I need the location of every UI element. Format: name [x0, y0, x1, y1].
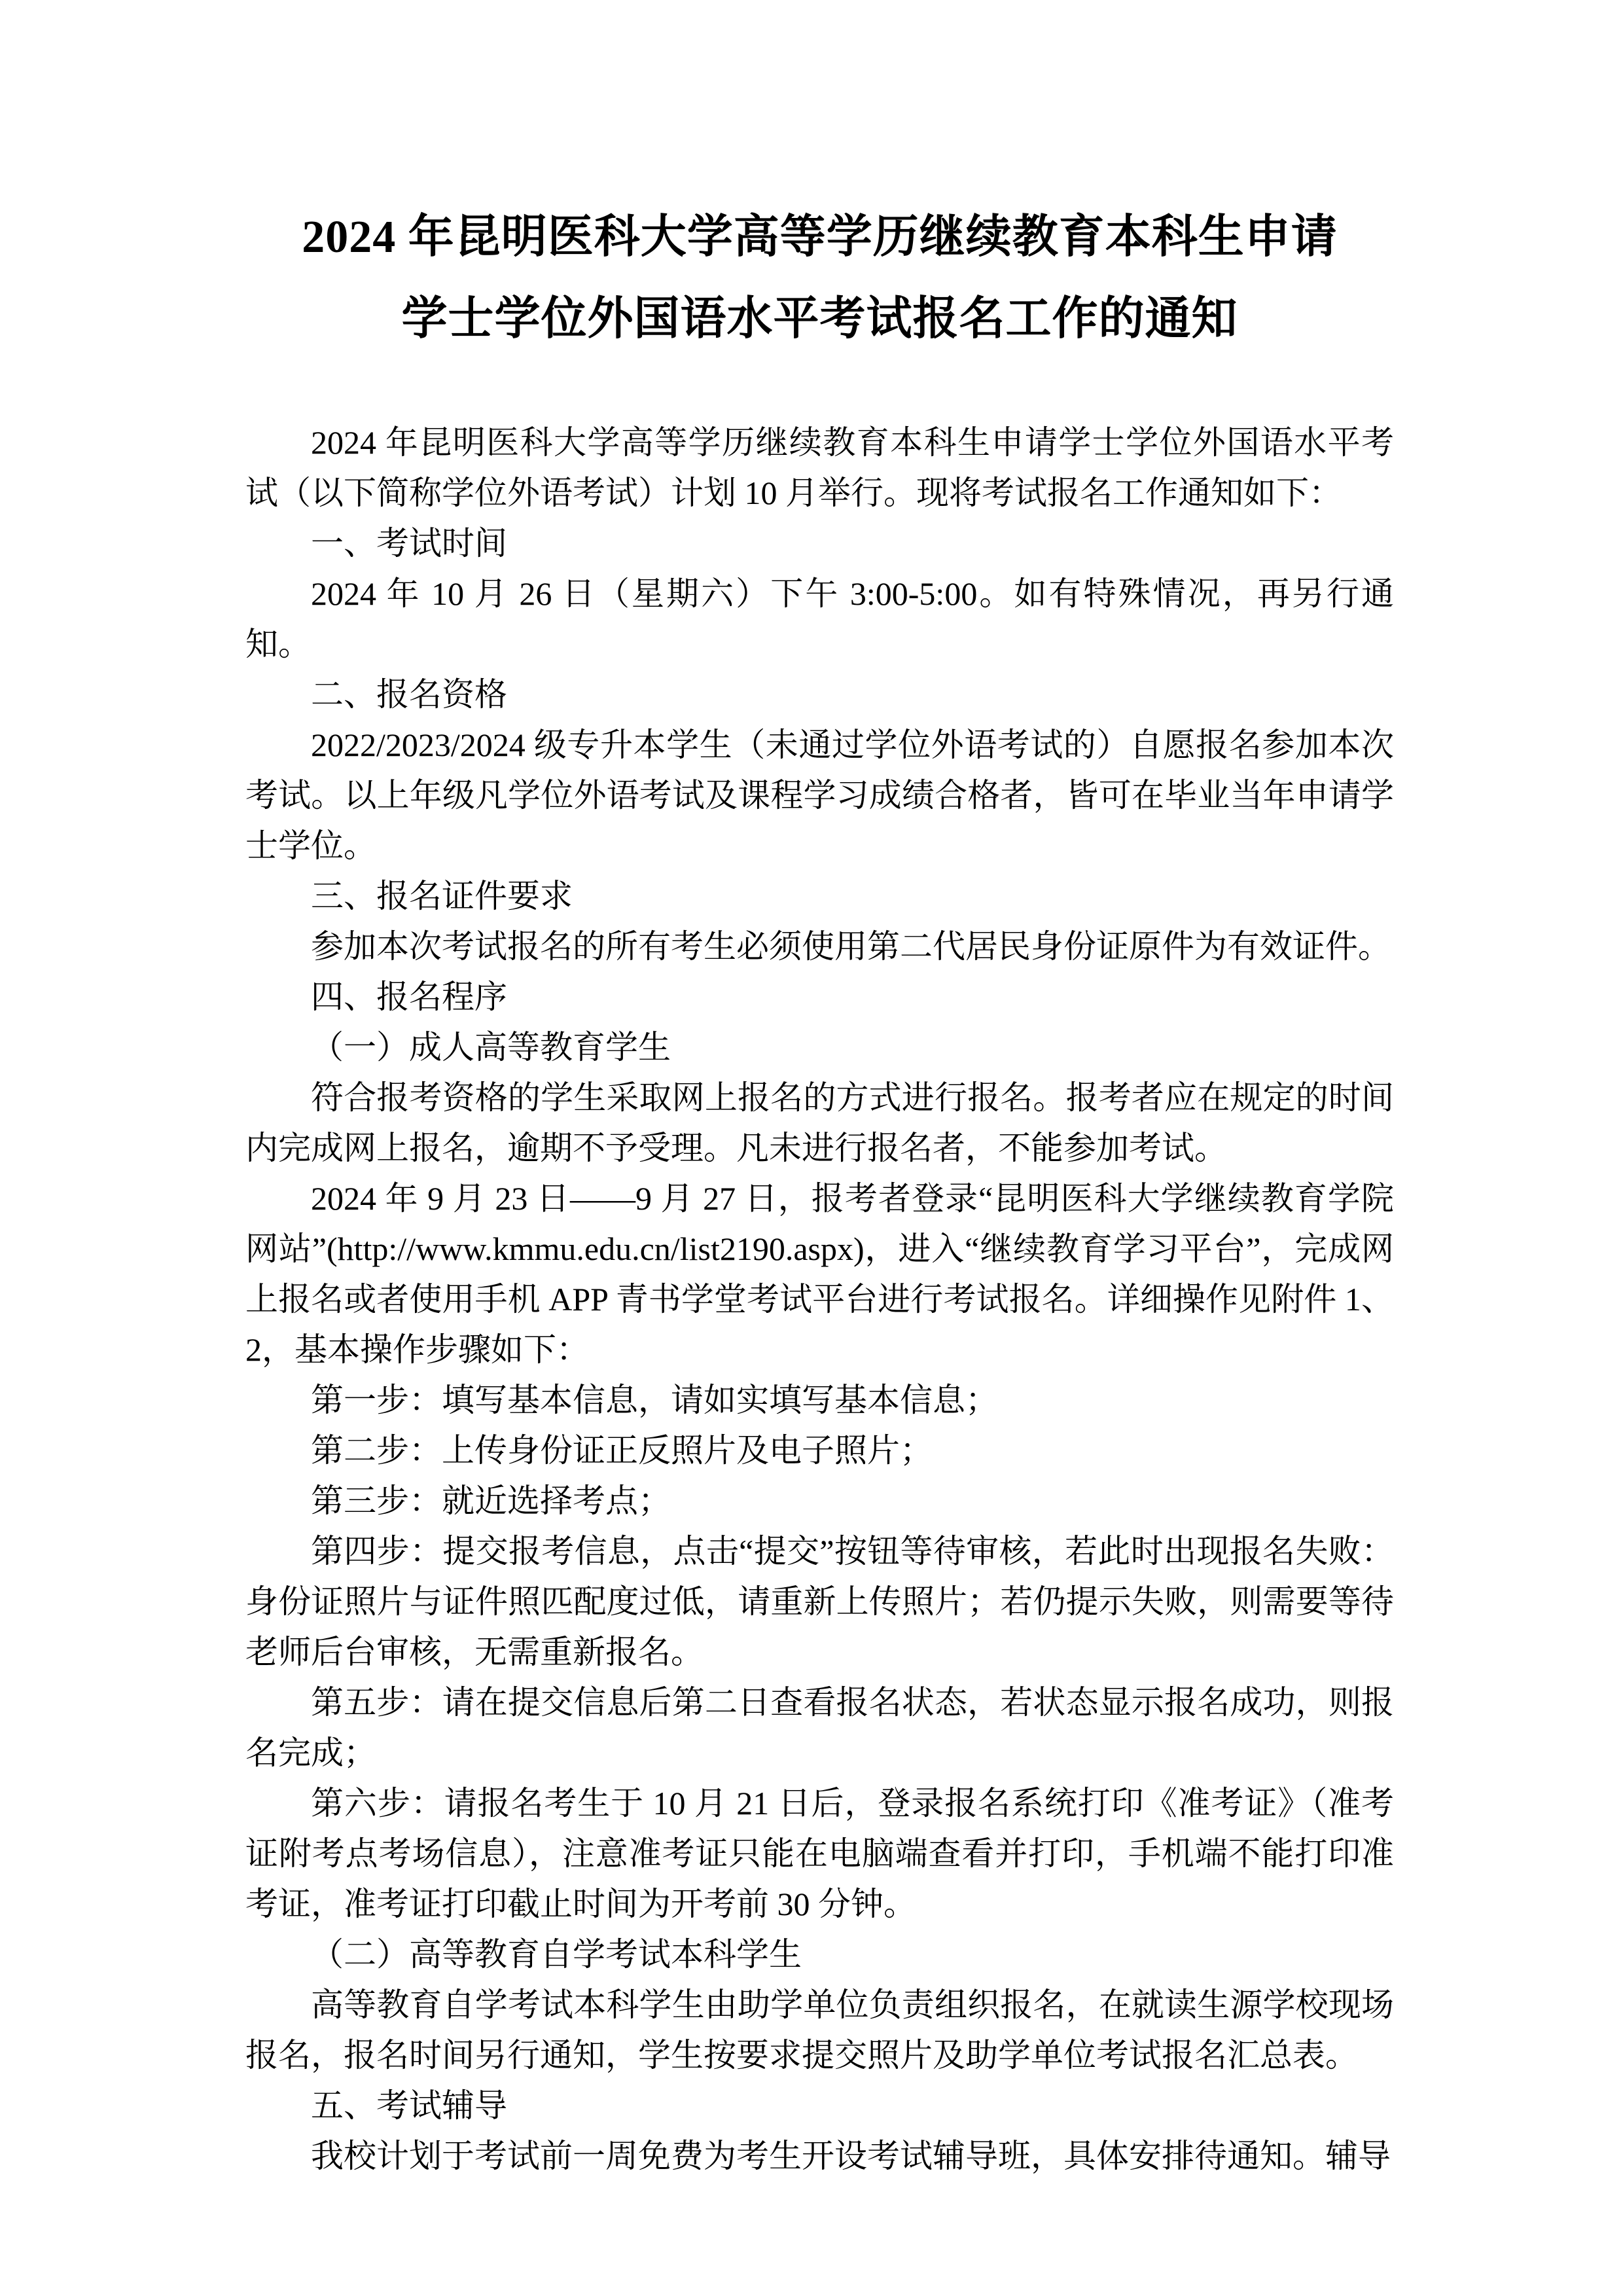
- paragraph-14: 第三步：就近选择考点；: [311, 1482, 671, 1519]
- paragraph-3: 2024 年 10 月 26 日（星期六）下午 3:00-5:00。如有特殊情况，再另行通知。: [245, 575, 1394, 662]
- paragraph-2: 一、考试时间: [311, 525, 507, 562]
- paragraph-16: 第五步：请在提交信息后第二日查看报名状态，若状态显示报名成功，则报名完成；: [245, 1684, 1394, 1771]
- paragraph-19: 高等教育自学考试本科学生由助学单位负责组织报名，在就读生源学校现场报名，报名时间另行通知，学生按要求提交照片及助学单位考试报名汇总表。: [245, 1986, 1394, 2073]
- paragraph-11: 2024 年 9 月 23 日——9 月 27 日，报考者登录“昆明医科大学继续教育学院网站”(http://www.kmmu.edu.cn/list2190.aspx)，进入“继续教育学习平台”，完成网上报名或者使用手机 APP 青书学堂考试平台进行考试报名。详细操作见附件 1、2，基本操作步骤如下：: [245, 1180, 1394, 1368]
- paragraph-13: 第二步：上传身份证正反照片及电子照片；: [311, 1432, 933, 1469]
- paragraph-15: 第四步：提交报考信息，点击“提交”按钮等待审核，若此时出现报名失败：身份证照片与证件照匹配度过低，请重新上传照片；若仍提示失败，则需要等待老师后台审核，无需重新报名。: [245, 1533, 1394, 1670]
- paragraph-6: 三、报名证件要求: [311, 878, 573, 914]
- paragraph-12: 第一步：填写基本信息，请如实填写基本信息；: [311, 1382, 998, 1418]
- paragraph-10: 符合报考资格的学生采取网上报名的方式进行报名。报考者应在规定的时间内完成网上报名，逾期不予受理。凡未进行报名者，不能参加考试。: [245, 1079, 1394, 1166]
- title-line-1: 2024 年昆明医科大学高等学历继续教育本科生申请: [302, 212, 1338, 262]
- paragraph-4: 二、报名资格: [311, 676, 507, 713]
- paragraph-7: 参加本次考试报名的所有考生必须使用第二代居民身份证原件为有效证件。: [311, 928, 1391, 965]
- paragraph-5: 2022/2023/2024 级专升本学生（未通过学位外语考试的）自愿报名参加本次考试。以上年级凡学位外语考试及课程学习成绩合格者，皆可在毕业当年申请学士学位。: [245, 726, 1394, 864]
- paragraph-1: 2024 年昆明医科大学高等学历继续教育本科生申请学士学位外国语水平考试（以下简称学位外语考试）计划 10 月举行。现将考试报名工作通知如下：: [245, 424, 1394, 511]
- paragraph-9: （一）成人高等教育学生: [311, 1029, 671, 1066]
- paragraph-20: 五、考试辅导: [311, 2087, 507, 2124]
- paragraph-21: 我校计划于考试前一周免费为考生开设考试辅导班，具体安排待通知。辅导: [311, 2138, 1391, 2174]
- document-title: [245, 196, 1394, 360]
- paragraph-8: 四、报名程序: [311, 978, 507, 1015]
- paragraph-17: 第六步：请报名考生于 10 月 21 日后，登录报名系统打印《准考证》（准考证附考点考场信息），注意准考证只能在电脑端查看并打印，手机端不能打印准考证，准考证打印截止时间为开考前 30 分钟。: [245, 1785, 1394, 1922]
- title-line-2: 学士学位外国语水平考试报名工作的通知: [401, 294, 1238, 344]
- document-body: [245, 418, 1394, 2181]
- paragraph-18: （二）高等教育自学考试本科学生: [311, 1936, 802, 1973]
